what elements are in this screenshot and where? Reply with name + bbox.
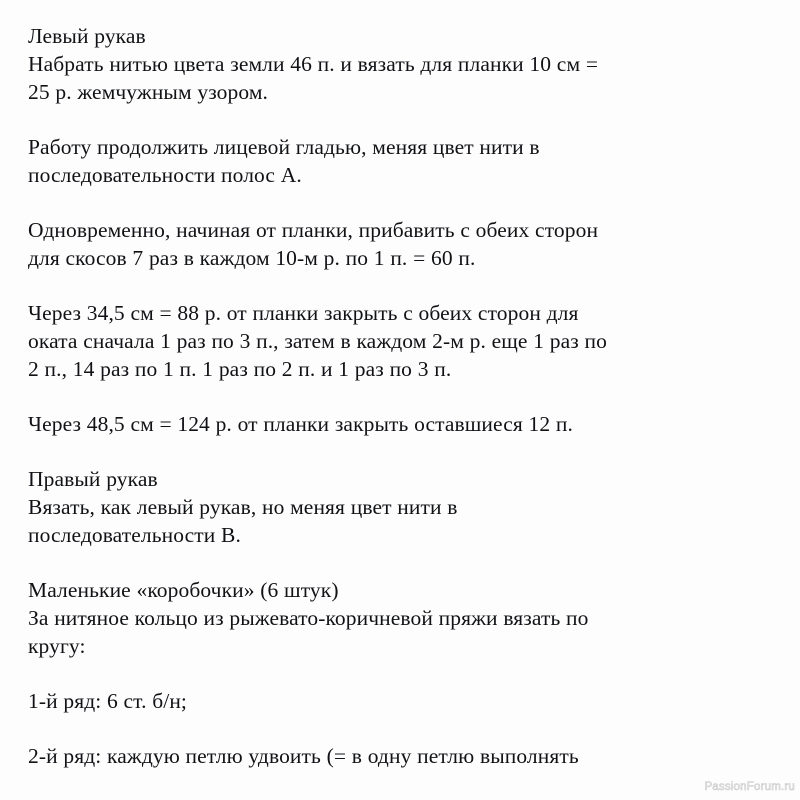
text-line: Через 34,5 см = 88 р. от планки закрыть с обеих сторон для <box>28 301 579 325</box>
paragraph-sleeve-cap <box>28 299 762 383</box>
text-line: 25 р. жемчужным узором. <box>28 80 268 104</box>
text-line: 2-й ряд: каждую петлю удвоить (= в одну петлю выполнять <box>28 744 579 768</box>
site-watermark: PassionForum.ru <box>704 781 795 793</box>
text-line: 1-й ряд: 6 ст. б/н; <box>28 689 188 713</box>
text-line: последовательности полос А. <box>28 163 302 187</box>
text-line: Маленькие «коробочки» (6 штук) <box>28 578 339 602</box>
paragraph-left-sleeve <box>28 22 762 106</box>
text-line: Правый рукав <box>28 467 158 491</box>
paragraph-right-sleeve <box>28 465 762 549</box>
text-line: 2 п., 14 раз по 1 п. 1 раз по 2 п. и 1 раз по 3 п. <box>28 357 452 381</box>
text-line: Через 48,5 см = 124 р. от планки закрыть оставшиеся 12 п. <box>28 412 573 436</box>
text-line: За нитяное кольцо из рыжевато-коричневой пряжи вязать по <box>28 606 589 630</box>
paragraph-small-boxes <box>28 576 762 660</box>
paragraph-bind-off-remaining <box>28 410 762 438</box>
text-line: Работу продолжить лицевой гладью, меняя цвет нити в <box>28 135 540 159</box>
text-line: Набрать нитью цвета земли 46 п. и вязать для планки 10 см = <box>28 52 599 76</box>
paragraph-increases <box>28 216 762 272</box>
text-line: для скосов 7 раз в каждом 10-м р. по 1 п. = 60 п. <box>28 246 476 270</box>
paragraph-row-2 <box>28 742 762 770</box>
paragraph-stockinette-stripes-a <box>28 133 762 189</box>
paragraph-row-1 <box>28 687 762 715</box>
text-line: последовательности В. <box>28 523 241 547</box>
text-line: Одновременно, начиная от планки, прибавить с обеих сторон <box>28 218 599 242</box>
text-line: оката сначала 1 раз по 3 п., затем в каждом 2-м р. еще 1 раз по <box>28 329 607 353</box>
text-line: кругу: <box>28 634 86 658</box>
text-line: Левый рукав <box>28 24 146 48</box>
text-line: Вязать, как левый рукав, но меняя цвет нити в <box>28 495 458 519</box>
